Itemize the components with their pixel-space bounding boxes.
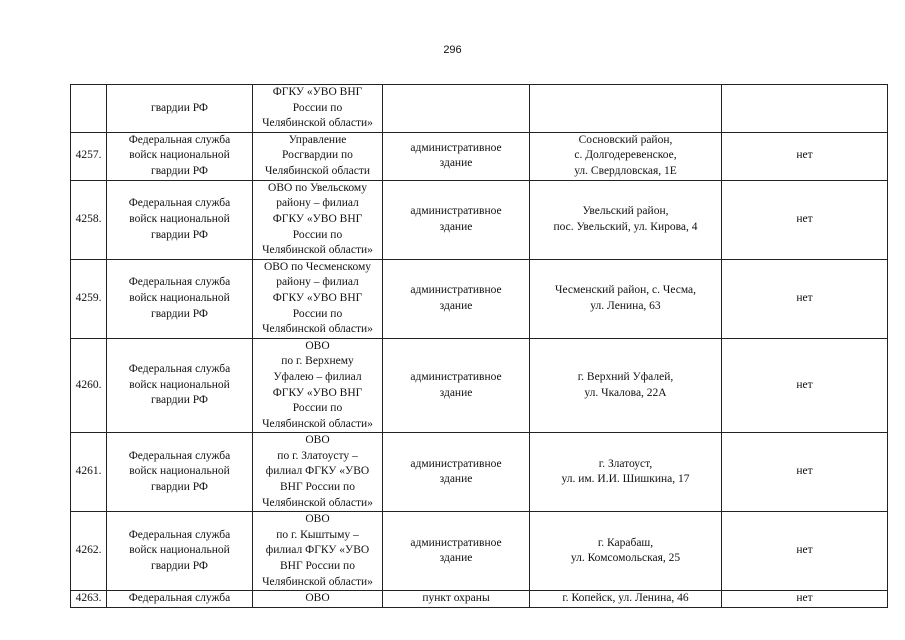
object-type-cell: [383, 85, 530, 133]
address-cell: [530, 85, 722, 133]
table-row: [71, 591, 888, 608]
flag-cell: нет: [722, 591, 888, 608]
address-cell: Чесменский район, с. Чесма, ул. Ленина, 63: [530, 259, 722, 338]
agency-cell: гвардии РФ: [107, 85, 253, 133]
agency-cell: Федеральная служба войск национальной гвардии РФ: [107, 132, 253, 180]
page-number: 296: [443, 44, 462, 56]
address-cell: Сосновский район, с. Долгодеревенское, ул. Свердловская, 1Е: [530, 132, 722, 180]
flag-cell: [722, 85, 888, 133]
flag-cell: нет: [722, 433, 888, 512]
table-row: [71, 512, 888, 591]
object-type-cell: административное здание: [383, 180, 530, 259]
row-number-cell: 4263.: [71, 591, 107, 608]
row-number-cell: 4257.: [71, 132, 107, 180]
agency-cell: Федеральная служба войск национальной гвардии РФ: [107, 259, 253, 338]
row-number-cell: 4261.: [71, 433, 107, 512]
object-type-cell: пункт охраны: [383, 591, 530, 608]
flag-cell: нет: [722, 512, 888, 591]
object-type-cell: административное здание: [383, 512, 530, 591]
unit-cell: ОВО по Увельскому району – филиал ФГКУ «УВО ВНГ России по Челябинской области»: [253, 180, 383, 259]
flag-cell: нет: [722, 180, 888, 259]
address-cell: г. Карабаш, ул. Комсомольская, 25: [530, 512, 722, 591]
agency-cell: Федеральная служба войск национальной гвардии РФ: [107, 512, 253, 591]
object-type-cell: административное здание: [383, 259, 530, 338]
table-row-continuation: [71, 85, 888, 133]
row-number-cell: 4260.: [71, 338, 107, 433]
agency-cell: Федеральная служба войск национальной гвардии РФ: [107, 338, 253, 433]
flag-cell: нет: [722, 338, 888, 433]
unit-cell: ОВО: [253, 591, 383, 608]
object-type-cell: административное здание: [383, 433, 530, 512]
row-number-cell: [71, 85, 107, 133]
address-cell: г. Копейск, ул. Ленина, 46: [530, 591, 722, 608]
object-type-cell: административное здание: [383, 132, 530, 180]
unit-cell: Управление Росгвардии по Челябинской области: [253, 132, 383, 180]
table-row: [71, 132, 888, 180]
table-row: [71, 180, 888, 259]
unit-cell: ОВО по г. Кыштыму – филиал ФГКУ «УВО ВНГ России по Челябинской области»: [253, 512, 383, 591]
table-row: [71, 259, 888, 338]
address-cell: Увельский район, пос. Увельский, ул. Кирова, 4: [530, 180, 722, 259]
address-cell: г. Златоуст, ул. им. И.И. Шишкина, 17: [530, 433, 722, 512]
table-row: [71, 338, 888, 433]
unit-cell: ОВО по Чесменскому району – филиал ФГКУ «УВО ВНГ России по Челябинской области»: [253, 259, 383, 338]
flag-cell: нет: [722, 132, 888, 180]
unit-cell: ОВО по г. Верхнему Уфалею – филиал ФГКУ «УВО ВНГ России по Челябинской области»: [253, 338, 383, 433]
address-cell: г. Верхний Уфалей, ул. Чкалова, 22А: [530, 338, 722, 433]
unit-cell: ФГКУ «УВО ВНГ России по Челябинской области»: [253, 85, 383, 133]
row-number-cell: 4259.: [71, 259, 107, 338]
agency-cell: Федеральная служба: [107, 591, 253, 608]
table-row: [71, 433, 888, 512]
registry-table: [70, 84, 888, 608]
agency-cell: Федеральная служба войск национальной гвардии РФ: [107, 433, 253, 512]
agency-cell: Федеральная служба войск национальной гвардии РФ: [107, 180, 253, 259]
row-number-cell: 4262.: [71, 512, 107, 591]
object-type-cell: административное здание: [383, 338, 530, 433]
flag-cell: нет: [722, 259, 888, 338]
unit-cell: ОВО по г. Златоусту – филиал ФГКУ «УВО ВНГ России по Челябинской области»: [253, 433, 383, 512]
row-number-cell: 4258.: [71, 180, 107, 259]
